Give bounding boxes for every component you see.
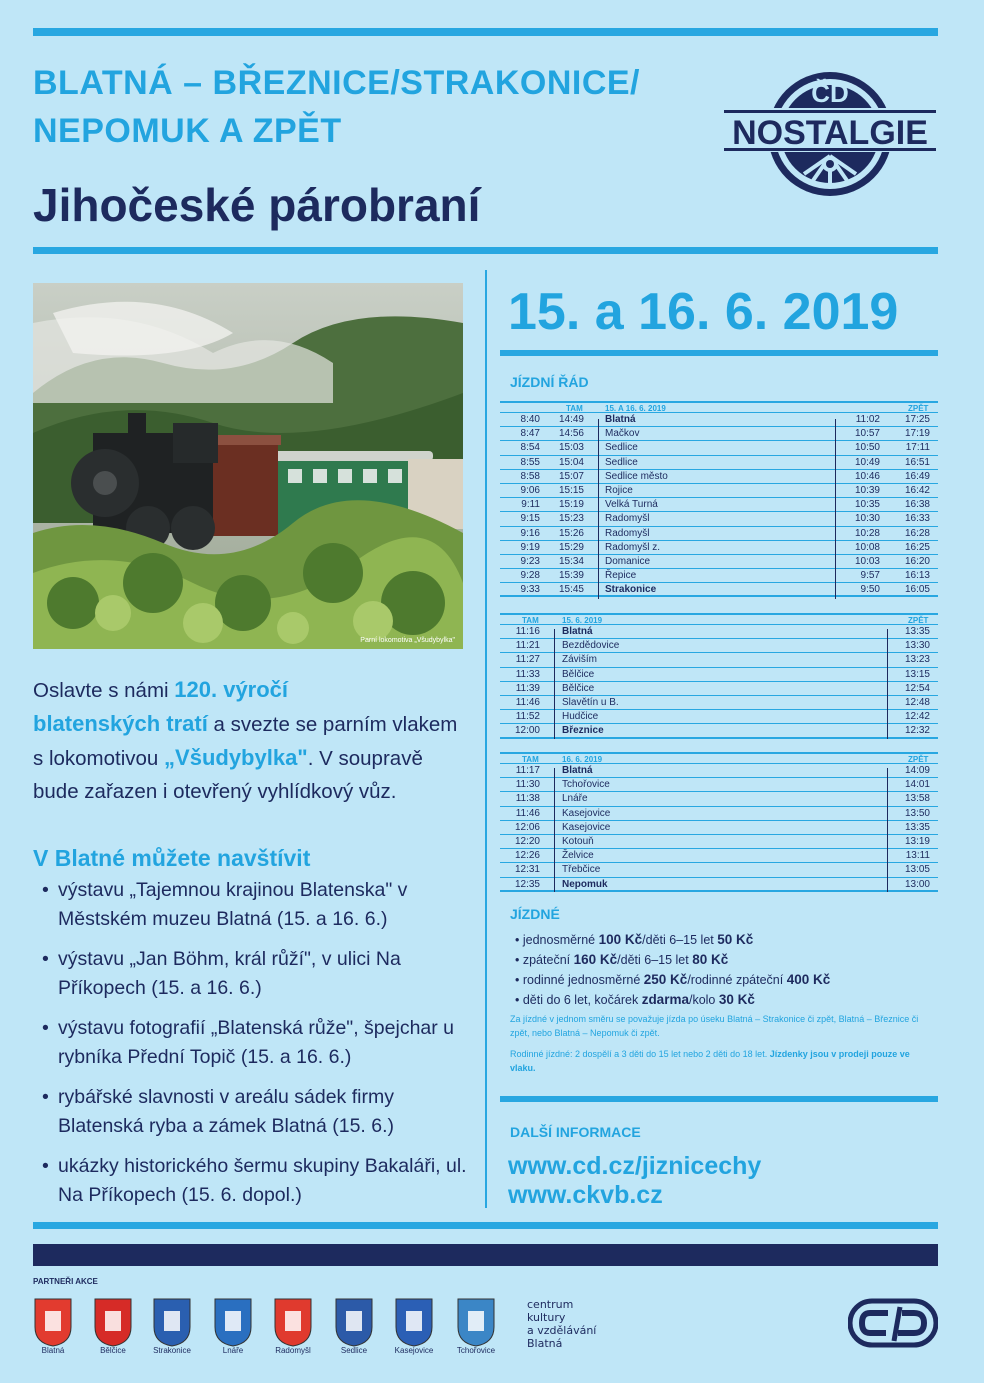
fare-item (515, 970, 830, 990)
ret-time: 16:33 (904, 513, 930, 525)
table-row (500, 653, 938, 667)
fare-note-emphasis: Jízdenky jsou v prodeji pouze ve vlaku. (510, 1049, 910, 1073)
dep-time: 11:33 (515, 668, 540, 680)
ret-time: 9:50 (860, 584, 880, 596)
ret-time: 10:08 (854, 541, 880, 553)
dep-time: 15:04 (558, 456, 584, 468)
ret-time: 16:13 (904, 570, 930, 582)
table-row (500, 821, 938, 835)
table-row (500, 863, 938, 877)
header-rule (33, 247, 938, 254)
logo-cd-text: ČD (811, 78, 849, 108)
dep-time: 9:15 (520, 513, 540, 525)
ret-time: 16:51 (904, 456, 930, 468)
ret-time: 10:03 (854, 555, 880, 567)
ret-time: 16:20 (904, 555, 930, 567)
dep-time: 9:06 (520, 484, 540, 496)
fare-price: 250 Kč (643, 972, 688, 987)
footer-rule (33, 1222, 938, 1229)
info-rule (500, 1096, 938, 1102)
ret-time: 14:01 (904, 779, 930, 791)
ret-time: 10:39 (854, 484, 880, 496)
ret-time: 12:48 (904, 696, 930, 708)
route-line-1: BLATNÁ – BŘEZNICE/STRAKONICE/ (33, 64, 640, 102)
fare-price: 400 Kč (786, 972, 831, 987)
fare-note-text: Rodinné jízdné: 2 dospělí a 3 děti do 15 let nebo 2 děti do 18 let. (510, 1049, 770, 1059)
visit-heading: V Blatné můžete navštívit (33, 845, 311, 871)
dep-time: 8:55 (520, 456, 540, 468)
table-row (500, 555, 938, 569)
station-name: Sedlice (605, 456, 638, 468)
town-crest-icon (33, 1297, 73, 1347)
day-label: 15. 6. 2019 (562, 616, 603, 625)
station-name: Tchořovice (562, 779, 610, 791)
timetable-header (500, 752, 938, 764)
fare-text: /děti 6–15 let (642, 933, 718, 947)
fare-price: 80 Kč (692, 952, 729, 967)
fare-price: 160 Kč (573, 952, 618, 967)
ret-time: 17:19 (904, 428, 930, 440)
fare-note-1: Za jízdné v jednom směru se považuje jízda po úseku Blatná – Strakonice či zpět, Blatná – Březnice či zpět, nebo Blatná – Nepomuk či zpět. (510, 1014, 919, 1038)
ret-time: 16:49 (904, 470, 930, 482)
station-name: Strakonice (605, 584, 657, 596)
dep-time: 11:39 (515, 682, 540, 694)
town-label: Radomyšl (275, 1346, 311, 1355)
intro-highlight: 120. výročí (174, 677, 289, 702)
town-label: Blatná (41, 1346, 65, 1355)
ret-time: 16:28 (904, 527, 930, 539)
photo-caption: Parní lokomotiva „Všudybylka" (360, 637, 455, 644)
fare-item (515, 990, 830, 1010)
date-rule (500, 350, 938, 356)
fare-text: děti do 6 let, kočárek (522, 993, 642, 1007)
ret-time: 12:42 (904, 711, 930, 723)
fare-price: 30 Kč (718, 992, 755, 1007)
dep-time: 12:26 (514, 850, 540, 862)
station-name: Velká Turná (605, 499, 658, 511)
fare-text: /rodinné zpáteční (687, 973, 787, 987)
route-arrow-up (887, 768, 888, 892)
dep-time: 8:40 (520, 414, 540, 425)
dep-time: 9:16 (520, 527, 540, 539)
table-row (500, 724, 938, 738)
station-name: Kotouň (562, 835, 594, 847)
table-row (500, 792, 938, 806)
table-row (500, 527, 938, 541)
zpet-label: ZPĚT (908, 404, 929, 413)
station-name: Blatná (562, 765, 593, 776)
town-label: Strakonice (153, 1346, 191, 1355)
dep-time: 12:20 (514, 835, 540, 847)
dep-time: 11:46 (515, 696, 540, 708)
ret-time: 13:30 (904, 640, 930, 652)
route-arrow-down (598, 419, 599, 599)
dep-time: 15:29 (558, 541, 584, 553)
station-name: Blatná (562, 626, 593, 637)
dep-time: 11:38 (515, 793, 540, 805)
fare-item (515, 950, 830, 970)
town-crest-icon (456, 1297, 496, 1347)
station-name: Záviším (562, 654, 597, 666)
zpet-label: ZPĚT (908, 755, 929, 764)
ret-time: 16:38 (904, 499, 930, 511)
info-heading: DALŠÍ INFORMACE (510, 1124, 641, 1140)
dep-time: 12:06 (514, 821, 540, 833)
table-row (500, 583, 938, 597)
train-photo (33, 283, 463, 649)
station-name: Třebčice (562, 864, 601, 876)
table-row (500, 835, 938, 849)
fare-price: 100 Kč (598, 932, 643, 947)
list-item: • výstavu „Tajemnou krajinou Blatenska" v Městském muzeu Blatná (15. a 16. 6.) (40, 876, 470, 934)
table-row (500, 456, 938, 470)
intro-highlight: blatenských tratí (33, 711, 208, 736)
station-name: Březnice (562, 725, 604, 737)
station-name: Blatná (605, 414, 636, 425)
table-row (500, 764, 938, 778)
day-label: 15. A 16. 6. 2019 (605, 404, 666, 413)
footer-band (33, 1244, 938, 1266)
ret-time: 16:05 (904, 584, 930, 596)
dep-time: 15:39 (558, 570, 584, 582)
dep-time: 12:35 (514, 878, 540, 890)
ret-time: 17:25 (904, 414, 930, 425)
table-row (500, 498, 938, 512)
dep-time: 15:23 (558, 513, 584, 525)
fare-item (515, 930, 830, 950)
ret-time: 13:00 (904, 878, 930, 890)
table-row (500, 413, 938, 427)
timetable-rows (500, 413, 938, 597)
town-label: Sedlice (340, 1346, 368, 1355)
dep-time: 12:31 (514, 864, 540, 876)
timetable-header (500, 401, 938, 413)
table-row (500, 778, 938, 792)
list-item: • ukázky historického šermu skupiny Bakaláři, ul. Na Příkopech (15. 6. dopol.) (40, 1152, 470, 1210)
table-row (500, 878, 938, 892)
cd-logo (848, 1297, 938, 1349)
dep-time: 9:11 (521, 499, 540, 511)
ret-time: 14:09 (904, 765, 930, 776)
link-cd-jiznicechy[interactable]: www.cd.cz/jiznicechy (508, 1152, 762, 1180)
route-line-2: NEPOMUK A ZPĚT (33, 112, 342, 150)
dep-time: 11:30 (515, 779, 540, 791)
dep-time: 9:33 (520, 584, 540, 596)
intro-part: Oslavte s námi (33, 679, 175, 702)
list-item: • výstavu fotografií „Blatenská růže", špejchar u rybníka Přední Topič (15. a 16. 6.) (40, 1014, 470, 1072)
route-arrow-up (835, 419, 836, 599)
table-row (500, 569, 938, 583)
fares-list (515, 930, 830, 1010)
table-row (500, 849, 938, 863)
ret-time: 12:54 (904, 682, 930, 694)
ret-time: 12:32 (904, 725, 930, 737)
intro-part: a svezte se parním vlakem s lokomotivou (33, 713, 458, 770)
town-crest-icon (152, 1297, 192, 1347)
dep-time: 15:45 (558, 584, 584, 596)
table-row (500, 625, 938, 639)
ret-time: 10:46 (854, 470, 880, 482)
dep-time: 8:47 (520, 428, 540, 440)
ret-time: 16:42 (904, 484, 930, 496)
ret-time: 10:49 (854, 456, 880, 468)
table-row (500, 696, 938, 710)
timetable-rows (500, 764, 938, 892)
ret-time: 10:28 (854, 527, 880, 539)
station-name: Lnáře (562, 793, 588, 805)
dep-time: 15:07 (558, 470, 584, 482)
ret-time: 13:58 (904, 793, 930, 805)
fare-text: zpáteční (522, 953, 574, 967)
timetable-rows (500, 625, 938, 739)
link-ckvb[interactable]: www.ckvb.cz (508, 1181, 663, 1209)
station-name: Bělčice (562, 682, 595, 694)
fares-heading: JÍZDNÉ (510, 906, 560, 922)
zpet-label: ZPĚT (908, 616, 929, 625)
dep-time: 11:46 (515, 807, 540, 819)
station-name: Řepice (605, 570, 637, 582)
fare-text: /děti 6–15 let (617, 953, 693, 967)
dep-time: 9:28 (520, 570, 540, 582)
dep-time: 15:03 (558, 442, 584, 454)
dep-time: 8:54 (520, 442, 540, 454)
route-arrow-down (554, 629, 555, 739)
day-label: 16. 6. 2019 (562, 755, 603, 764)
fare-text: rodinné jednosměrné (522, 973, 644, 987)
ret-time: 13:23 (904, 654, 930, 666)
tam-label: TAM (566, 404, 583, 413)
ret-time: 13:35 (904, 626, 930, 637)
ret-time: 11:02 (855, 414, 880, 425)
top-rule (33, 28, 938, 36)
timetable-2 (500, 613, 938, 739)
dep-time: 12:00 (514, 725, 540, 737)
fare-price: zdarma (641, 992, 689, 1007)
route-arrow-up (887, 629, 888, 739)
tam-label: TAM (522, 755, 539, 764)
logo-nostalgie-text: NOSTALGIE (732, 114, 928, 152)
ret-time: 13:11 (905, 850, 930, 862)
ret-time: 16:25 (904, 541, 930, 553)
ret-time: 13:35 (904, 821, 930, 833)
ckvb-logo-text: centrum kultury a vzdělávání Blatná (527, 1298, 597, 1350)
station-name: Domanice (605, 555, 651, 567)
station-name: Rojice (605, 484, 633, 496)
town-crest-icon (213, 1297, 253, 1347)
table-row (500, 639, 938, 653)
cd-nostalgie-logo (722, 66, 938, 196)
ret-time: 13:15 (904, 668, 930, 680)
table-row (500, 484, 938, 498)
list-item: • rybářské slavnosti v areálu sádek firmy Blatenská ryba a zámek Blatná (15. 6.) (40, 1083, 470, 1141)
table-row (500, 441, 938, 455)
dep-time: 11:17 (515, 765, 540, 776)
town-label: Kasejovice (394, 1346, 434, 1355)
partners-heading: PARTNEŘI AKCE (33, 1277, 98, 1286)
town-crest-icon (394, 1297, 434, 1347)
list-item: • výstavu „Jan Böhm, král růží", v ulici Na Příkopech (15. a 16. 6.) (40, 945, 470, 1003)
visit-list (40, 876, 470, 1221)
ret-time: 9:57 (860, 570, 880, 582)
table-row (500, 512, 938, 526)
fare-text: /kolo (688, 993, 719, 1007)
table-row (500, 668, 938, 682)
town-label: Bělčice (100, 1346, 126, 1355)
town-crest-icon (334, 1297, 374, 1347)
dep-time: 8:58 (520, 470, 540, 482)
station-name: Kasejovice (562, 807, 611, 819)
table-row (500, 427, 938, 441)
dep-time: 15:15 (558, 484, 584, 496)
table-row (500, 541, 938, 555)
ret-time: 10:50 (854, 442, 880, 454)
intro-part: . V soupravě bude zařazen i otevřený vyhlídkový vůz. (33, 747, 423, 803)
station-name: Kasejovice (562, 821, 611, 833)
station-name: Radomyšl (605, 527, 650, 539)
ret-time: 17:11 (905, 442, 930, 454)
table-row (500, 807, 938, 821)
station-name: Radomyšl z. (605, 541, 661, 553)
ret-time: 13:50 (904, 807, 930, 819)
station-name: Radomyšl (605, 513, 650, 525)
table-row (500, 470, 938, 484)
dep-time: 11:16 (515, 626, 540, 637)
ret-time: 13:05 (904, 864, 930, 876)
page-title: Jihočeské párobraní (33, 179, 481, 231)
timetable-header (500, 613, 938, 625)
town-label: Tchořovice (456, 1346, 496, 1355)
dep-time: 15:19 (558, 499, 584, 511)
timetable-heading: JÍZDNÍ ŘÁD (510, 374, 589, 390)
town-label: Lnáře (222, 1346, 244, 1355)
ret-time: 13:19 (904, 835, 930, 847)
table-row (500, 682, 938, 696)
dep-time: 14:56 (558, 428, 584, 440)
station-name: Hudčice (562, 711, 599, 723)
ret-time: 10:57 (854, 428, 880, 440)
station-name: Sedlice (605, 442, 638, 454)
column-divider (485, 270, 487, 1208)
station-name: Nepomuk (562, 878, 608, 890)
dep-time: 15:34 (558, 555, 584, 567)
event-date: 15. a 16. 6. 2019 (508, 283, 899, 341)
town-crest-icon (273, 1297, 313, 1347)
station-name: Mačkov (605, 428, 640, 440)
fare-text: jednosměrné (522, 933, 599, 947)
station-name: Slavětín u B. (562, 696, 619, 708)
station-name: Sedlice město (605, 470, 668, 482)
town-crest-icon (93, 1297, 133, 1347)
dep-time: 9:23 (520, 555, 540, 567)
dep-time: 15:26 (558, 527, 584, 539)
ret-time: 10:35 (854, 499, 880, 511)
dep-time: 11:27 (515, 654, 540, 666)
timetable-3 (500, 752, 938, 892)
tam-label: TAM (522, 616, 539, 625)
dep-time: 9:19 (520, 541, 540, 553)
station-name: Želvice (562, 850, 594, 862)
timetable-1 (500, 401, 938, 597)
dep-time: 14:49 (558, 414, 584, 425)
fare-price: 50 Kč (717, 932, 754, 947)
fare-note-2 (510, 1047, 930, 1075)
intro-highlight: „Všudybylka" (164, 745, 308, 770)
station-name: Bezdědovice (562, 640, 620, 652)
dep-time: 11:52 (515, 711, 540, 723)
dep-time: 11:21 (515, 640, 540, 652)
route-arrow-down (554, 768, 555, 892)
intro-text (33, 673, 463, 808)
station-name: Bělčice (562, 668, 595, 680)
table-row (500, 710, 938, 724)
ret-time: 10:30 (854, 513, 880, 525)
